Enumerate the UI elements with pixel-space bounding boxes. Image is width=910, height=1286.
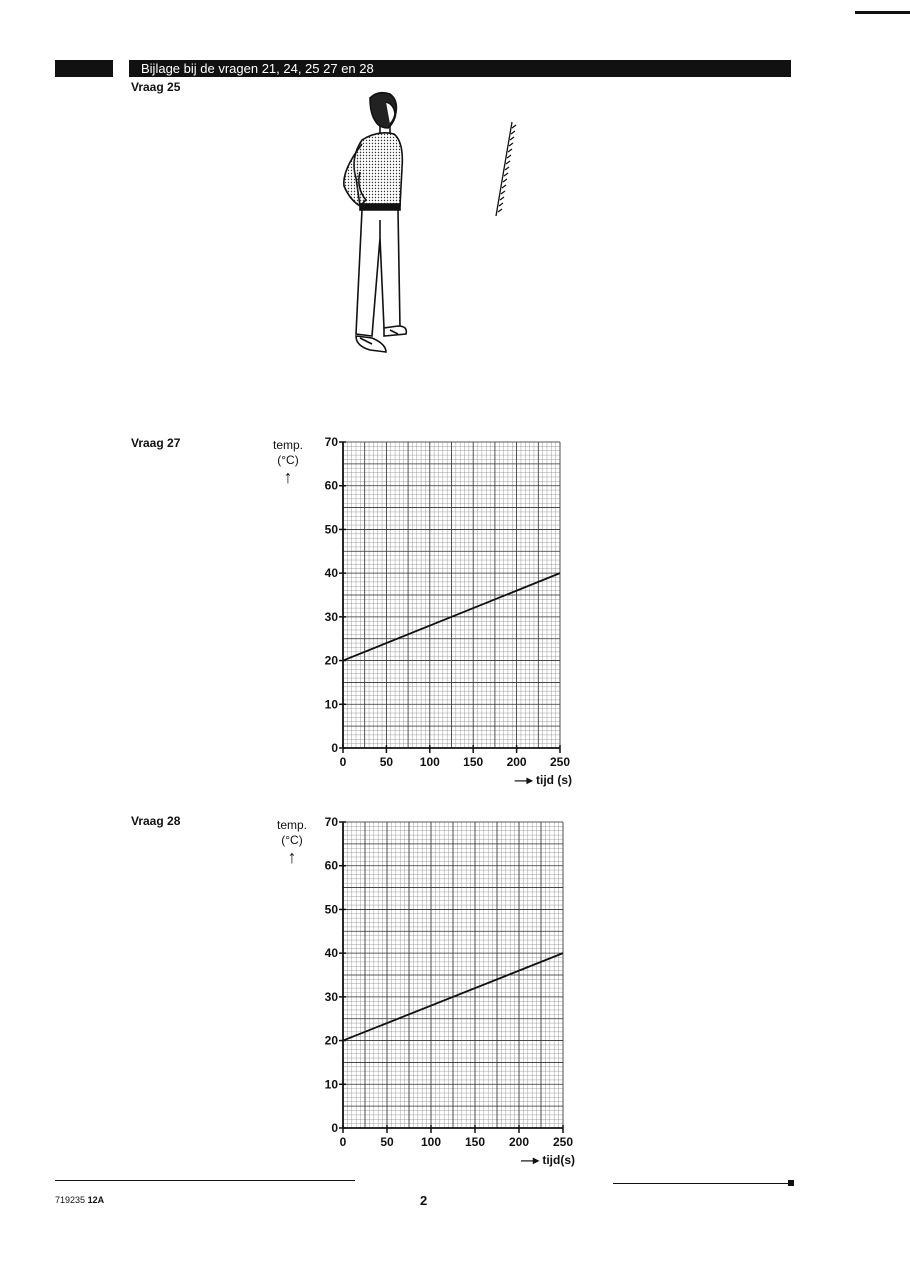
x-axis-label: —▸ tijd(s) — [520, 1153, 575, 1167]
person-figure — [344, 93, 407, 352]
mirror-wall — [496, 122, 516, 216]
page-number: 2 — [420, 1193, 428, 1208]
x-tick-label: 250 — [552, 1135, 574, 1149]
x-tick-label: 0 — [339, 755, 347, 769]
y-axis-label — [265, 438, 311, 486]
y-tick-label: 0 — [331, 1121, 338, 1135]
y-tick-label: 20 — [324, 1033, 338, 1048]
y-tick-label: 10 — [324, 697, 338, 712]
x-tick-label: 50 — [379, 755, 394, 769]
header-title: Bijlage bij de vragen 21, 24, 25 27 en 28 — [141, 61, 374, 76]
arrow-up-icon: ↑ — [287, 847, 297, 867]
y-tick-label: 0 — [331, 741, 338, 755]
y-axis-label-text: temp. — [276, 818, 307, 832]
person-mirror-illustration — [320, 88, 550, 363]
y-axis-unit: (°C) — [281, 833, 303, 847]
x-tick-label: 150 — [464, 1135, 486, 1149]
question-label-25: Vraag 25 — [131, 80, 181, 94]
x-tick-label: 50 — [380, 1135, 394, 1149]
x-tick-label: 200 — [508, 1135, 530, 1149]
question-label-27: Vraag 27 — [131, 436, 181, 450]
x-tick-label: 150 — [463, 755, 484, 769]
x-axis-label: —▸ tijd (s) — [514, 773, 572, 787]
chart-vraag-27 — [310, 430, 600, 790]
x-tick-label: 200 — [506, 755, 527, 769]
y-tick-label: 10 — [324, 1077, 338, 1092]
y-tick-label: 30 — [324, 989, 338, 1004]
y-tick-label: 60 — [324, 478, 338, 493]
x-tick-label: 0 — [339, 1135, 347, 1149]
footer-code-number: 719235 — [55, 1195, 86, 1205]
x-tick-label: 100 — [420, 1135, 442, 1149]
y-tick-label: 50 — [324, 902, 338, 917]
x-tick-label: 250 — [549, 755, 571, 769]
y-tick-label: 60 — [324, 858, 338, 873]
footer-rule-right — [613, 1183, 790, 1184]
y-tick-label: 20 — [324, 653, 338, 668]
x-tick-label: 100 — [419, 755, 440, 769]
y-tick-label: 50 — [324, 522, 338, 537]
y-tick-label: 40 — [324, 566, 338, 581]
y-tick-label: 70 — [324, 815, 338, 829]
y-tick-label: 70 — [324, 435, 338, 449]
header-bar-gap — [113, 60, 129, 77]
footer-code — [55, 1195, 104, 1205]
y-axis-label-text: temp. — [272, 438, 303, 452]
footer-marker — [788, 1180, 794, 1186]
y-axis-label — [269, 818, 315, 866]
y-tick-label: 30 — [324, 609, 338, 624]
page-edge-mark — [855, 11, 910, 14]
footer-code-suffix: 12A — [87, 1195, 105, 1205]
footer-rule-left — [55, 1180, 355, 1181]
chart-vraag-28 — [310, 810, 600, 1170]
y-axis-unit: (°C) — [277, 453, 299, 467]
question-label-28: Vraag 28 — [131, 814, 181, 828]
arrow-up-icon: ↑ — [283, 467, 293, 487]
y-tick-label: 40 — [324, 946, 338, 961]
